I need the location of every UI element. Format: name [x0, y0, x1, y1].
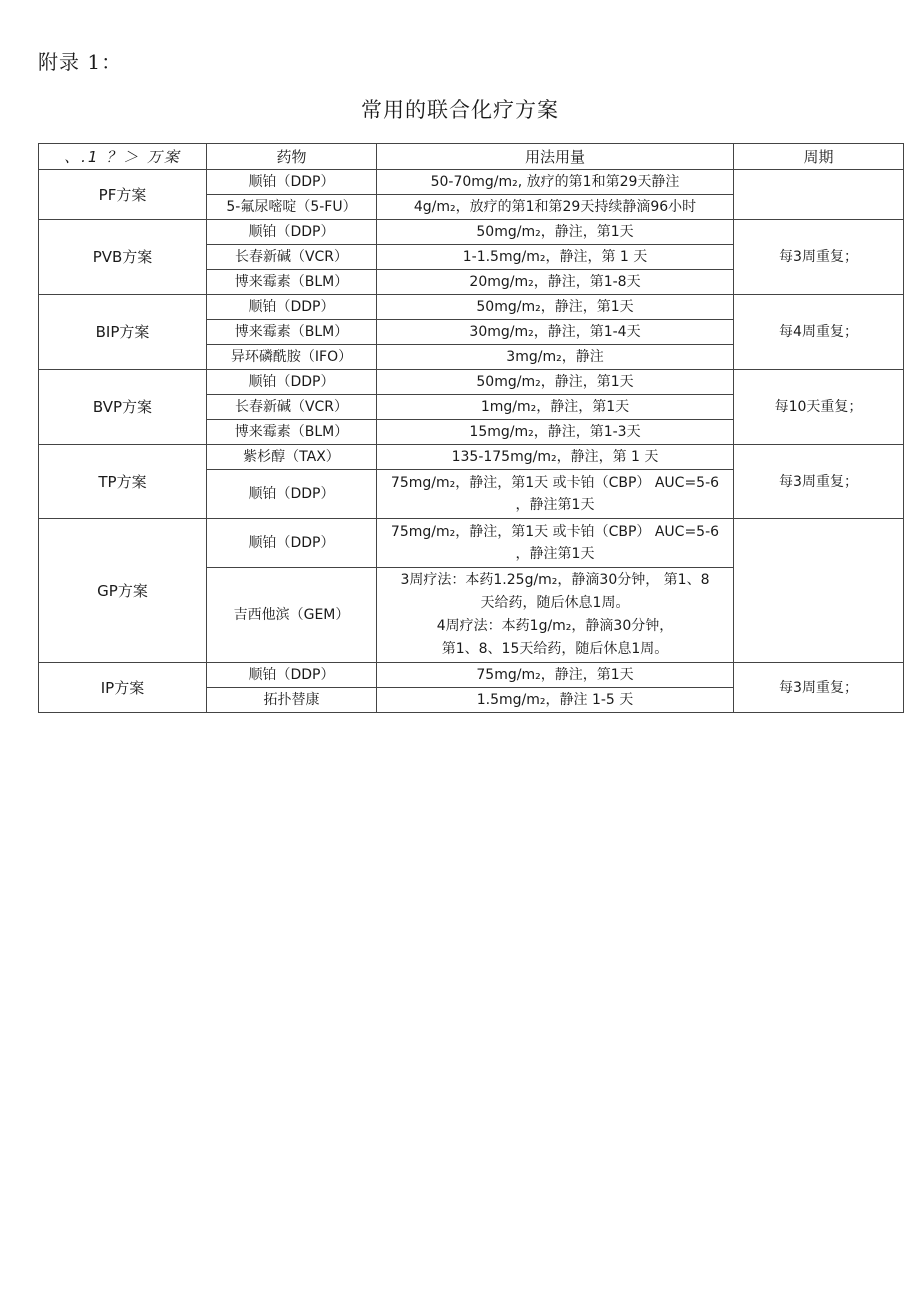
dose-cell: 50-70mg/m₂, 放疗的第1和第29天静注 [377, 170, 734, 195]
table-row [39, 663, 904, 688]
regimen-name: BVP方案 [39, 370, 207, 445]
dose-cell: 135-175mg/m₂，静注，第 1 天 [377, 445, 734, 470]
drug-cell: 顺铂（DDP） [207, 220, 377, 245]
drug-cell: 吉西他滨（GEM） [207, 568, 377, 663]
drug-cell: 紫杉醇（TAX） [207, 445, 377, 470]
regimen-name: GP方案 [39, 519, 207, 663]
drug-cell: 长春新碱（VCR） [207, 395, 377, 420]
table-row [39, 445, 904, 470]
cycle-cell [734, 170, 904, 220]
table-row [39, 170, 904, 195]
dose-cell: 50mg/m₂，静注，第1天 [377, 295, 734, 320]
cycle-cell: 每10天重复； [734, 370, 904, 445]
cycle-cell: 每3周重复； [734, 445, 904, 519]
table-header-row [39, 144, 904, 170]
dose-cell: 4g/m₂，放疗的第1和第29天持续静滴96小时 [377, 195, 734, 220]
drug-cell: 顺铂（DDP） [207, 470, 377, 519]
cycle-cell: 每3周重复； [734, 663, 904, 713]
regimen-name: PF方案 [39, 170, 207, 220]
drug-cell: 顺铂（DDP） [207, 663, 377, 688]
dose-cell: 30mg/m₂，静注，第1-4天 [377, 320, 734, 345]
header-dosage: 用法用量 [377, 144, 734, 170]
drug-cell: 博来霉素（BLM） [207, 270, 377, 295]
drug-cell: 异环磷酰胺（IFO） [207, 345, 377, 370]
drug-cell: 5-氟尿嘧啶（5-FU） [207, 195, 377, 220]
dose-cell: 75mg/m₂，静注，第1天 [377, 663, 734, 688]
dose-cell: 1-1.5mg/m₂，静注，第 1 天 [377, 245, 734, 270]
drug-cell: 博来霉素（BLM） [207, 420, 377, 445]
drug-cell: 长春新碱（VCR） [207, 245, 377, 270]
page-title: 常用的联合化疗方案 [361, 98, 559, 122]
cycle-cell [734, 519, 904, 663]
regimen-table [38, 143, 904, 713]
table-row [39, 220, 904, 245]
regimen-name: IP方案 [39, 663, 207, 713]
dose-cell: 75mg/m₂，静注，第1天 或卡铂（CBP） AUC=5-6 ，静注第1天 [377, 519, 734, 568]
dose-cell: 15mg/m₂，静注，第1-3天 [377, 420, 734, 445]
table-row [39, 370, 904, 395]
drug-cell: 拓扑替康 [207, 688, 377, 713]
dose-cell: 1mg/m₂，静注，第1天 [377, 395, 734, 420]
cycle-cell: 每3周重复； [734, 220, 904, 295]
dose-cell: 3mg/m₂，静注 [377, 345, 734, 370]
drug-cell: 顺铂（DDP） [207, 370, 377, 395]
header-cycle: 周期 [734, 144, 904, 170]
dose-cell: 1.5mg/m₂，静注 1-5 天 [377, 688, 734, 713]
drug-cell: 博来霉素（BLM） [207, 320, 377, 345]
regimen-name: BIP方案 [39, 295, 207, 370]
regimen-name: TP方案 [39, 445, 207, 519]
table-row [39, 519, 904, 568]
dose-cell: 50mg/m₂，静注，第1天 [377, 370, 734, 395]
cycle-cell: 每4周重复； [734, 295, 904, 370]
dose-cell: 50mg/m₂，静注，第1天 [377, 220, 734, 245]
header-scheme: 、.1 ？＞ 万案 [39, 144, 207, 170]
drug-cell: 顺铂（DDP） [207, 519, 377, 568]
header-drug: 药物 [207, 144, 377, 170]
dose-cell: 3周疗法：本药1.25g/m₂，静滴30分钟， 第1、8 天给药，随后休息1周。 4周疗法：本药1g/m₂，静滴30分钟， 第1、8、15天给药，随后休息1周。 [377, 568, 734, 663]
appendix-label: 附录 1： [38, 50, 123, 74]
table-row [39, 295, 904, 320]
dose-cell: 20mg/m₂，静注，第1-8天 [377, 270, 734, 295]
dose-cell: 75mg/m₂，静注，第1天 或卡铂（CBP） AUC=5-6 ，静注第1天 [377, 470, 734, 519]
drug-cell: 顺铂（DDP） [207, 295, 377, 320]
drug-cell: 顺铂（DDP） [207, 170, 377, 195]
regimen-name: PVB方案 [39, 220, 207, 295]
